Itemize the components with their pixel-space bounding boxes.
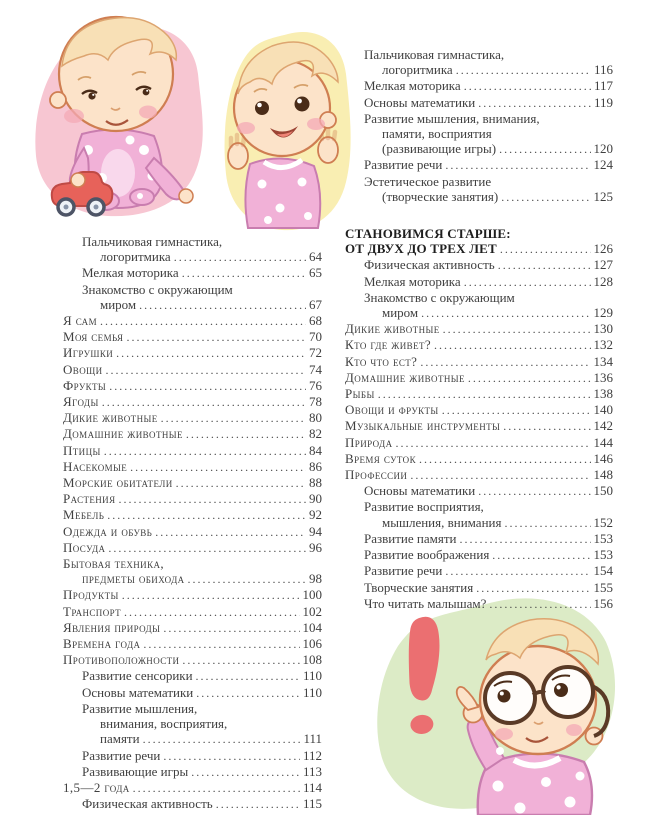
toc-entry-label: Развитие сенсорики: [82, 668, 193, 684]
toc-entry-label: предметы обихода: [82, 571, 185, 587]
toc-entry-label: Мелкая моторика: [364, 273, 461, 289]
toc-leader-dots: [196, 668, 300, 684]
toc-entry-line: [345, 547, 613, 563]
toc-entry-label: Посуда: [63, 539, 106, 555]
toc-entry-page: 119: [593, 94, 613, 110]
toc-entry-line: [345, 257, 613, 273]
toc-entry-label: Морские обитатели: [63, 475, 173, 491]
toc-entry-line: [63, 475, 322, 491]
toc-entry-line: [63, 571, 322, 587]
toc-entry-line: [345, 174, 613, 189]
toc-entry-page: 108: [302, 652, 322, 668]
toc-leader-dots: [419, 451, 591, 467]
toc-entry-label: СТАНОВИМСЯ СТАРШЕ:: [345, 226, 511, 242]
toc-entry-line: [63, 796, 322, 812]
toc-entry-page: 70: [309, 329, 322, 345]
toc-leader-dots: [492, 547, 590, 563]
toc-entry-line: [63, 731, 322, 747]
toc-entry-label: Природа: [345, 434, 393, 450]
toc-entry-page: 154: [593, 563, 613, 579]
toc-entry-label: Знакомство с окружающим: [82, 281, 233, 297]
toc-entry-label: Одежда и обувь: [63, 523, 153, 539]
toc-leader-dots: [163, 748, 300, 764]
toc-leader-dots: [116, 345, 306, 361]
toc-entry-page: 136: [593, 369, 613, 385]
toc-entry-page: 84: [309, 442, 322, 458]
toc-leader-dots: [100, 313, 306, 329]
toc-entry-page: 68: [309, 313, 322, 329]
toc-entry-page: 117: [593, 78, 613, 94]
toc-entry-label: Развитие речи: [82, 747, 161, 763]
toc-entry-page: 142: [593, 418, 613, 434]
toc-entry-line: [345, 321, 613, 337]
toc-entry-label: Пальчиковая гимнастика,: [364, 47, 505, 62]
toc-entry-label: Время суток: [345, 450, 416, 466]
toc-leader-dots: [107, 507, 306, 523]
toc-entry-page: 90: [309, 491, 322, 507]
toc-entry-page: 110: [302, 668, 322, 684]
toc-entry-line: [63, 426, 322, 442]
toc-leader-dots: [126, 329, 306, 345]
toc-entry-page: 124: [593, 157, 613, 173]
toc-leader-dots: [109, 378, 306, 394]
toc-leader-dots: [161, 410, 306, 426]
toc-entry-label: Физическая активность: [364, 257, 495, 273]
toc-entry-label: Бытовая техника,: [63, 556, 165, 572]
toc-entry-line: [63, 491, 322, 507]
toc-entry-label: Развитие памяти: [364, 530, 457, 546]
toc-entry-line: [345, 531, 613, 547]
toc-entry-page: 80: [309, 410, 322, 426]
toc-leader-dots: [155, 524, 306, 540]
toc-entry-line: [345, 111, 613, 126]
toc-leader-dots: [191, 764, 300, 780]
toc-leader-dots: [464, 274, 591, 290]
baby-ear: [50, 92, 66, 108]
toc-entry-page: 104: [302, 619, 322, 635]
toc-entry-line: [63, 604, 322, 620]
toc-entry-line: [63, 443, 322, 459]
toc-entry-label: миром: [382, 305, 419, 321]
toc-leader-dots: [163, 620, 299, 636]
toc-entry-line: [345, 141, 613, 157]
toc-leader-dots: [443, 321, 591, 337]
baby-head: [50, 17, 176, 131]
toc-entry-line: [63, 282, 322, 297]
toc-entry-page: 152: [593, 514, 613, 530]
toc-leader-dots: [133, 780, 300, 796]
toc-entry-page: 67: [309, 296, 322, 312]
toc-entry-line: [345, 126, 613, 141]
toc-entry-page: 150: [593, 483, 613, 499]
toc-entry-line: [63, 329, 322, 345]
toc-entry-label: Насекомые: [63, 458, 128, 474]
toc-entry-line: [345, 402, 613, 418]
toc-entry-label: Моя семья: [63, 329, 124, 345]
toc-entry-line: [63, 587, 322, 603]
toc-entry-label: Овощи: [63, 361, 103, 377]
toc-entry-label: (творческие занятия): [382, 188, 499, 204]
toc-entry-page: 106: [302, 636, 322, 652]
toc-entry-line: [63, 716, 322, 731]
toc-entry-line: [345, 305, 613, 321]
toc-leader-dots: [378, 386, 591, 402]
toc-entry-line: [63, 394, 322, 410]
toc-entry-label: Основы математики: [82, 684, 194, 700]
toc-entry-page: 111: [303, 731, 322, 747]
toc-entry-line: [63, 249, 322, 265]
toc-entry-label: Мелкая моторика: [82, 265, 179, 281]
toc-entry-page: 65: [309, 265, 322, 281]
toc-entry-line: [63, 507, 322, 523]
toc-entry-page: 125: [593, 188, 613, 204]
toc-entry-line: [345, 354, 613, 370]
toc-entry-line: [63, 234, 322, 249]
toc-entry-label: Эстетическое развитие: [364, 173, 492, 189]
toc-entry-label: Овощи и фрукты: [345, 402, 439, 418]
toc-entry-line: [345, 78, 613, 94]
toc-entry-page: 96: [309, 539, 322, 555]
toc-entry-page: 153: [593, 547, 613, 563]
baby-hand: [71, 173, 85, 187]
toc-entry-page: 126: [593, 241, 613, 257]
toc-entry-label: Растения: [63, 491, 116, 507]
toc-leader-dots: [102, 394, 306, 410]
toc-entry-page: 120: [593, 141, 613, 157]
toc-entry-line: [345, 580, 613, 596]
toc-entry-label: мышления, внимания: [382, 514, 502, 530]
toc-entry-line: [345, 386, 613, 402]
toc-entry-line: [345, 157, 613, 173]
toc-entry-label: Транспорт: [63, 603, 122, 619]
toc-entry-line: [345, 95, 613, 111]
toc-entry-line: [63, 313, 322, 329]
toc-leader-dots: [186, 426, 306, 442]
toc-entry-label: Мелкая моторика: [364, 78, 461, 94]
toc-entry-page: 86: [309, 458, 322, 474]
toc-entry-page: 64: [309, 249, 322, 265]
toc-entry-label: памяти, восприятия: [382, 126, 492, 142]
toc-entry-page: 155: [593, 579, 613, 595]
toc-section-header-line: [345, 226, 613, 241]
toc-entry-label: Знакомство с окружающим: [364, 289, 515, 305]
toc-entry-label: Развитие восприятия,: [364, 499, 484, 515]
toc-entry-page: 74: [309, 361, 322, 377]
toc-entry-page: 138: [593, 386, 613, 402]
toc-entry-label: Домашние животные: [345, 369, 465, 385]
toc-leader-dots: [143, 731, 301, 747]
toc-entry-line: [63, 265, 322, 281]
toc-entry-line: [345, 274, 613, 290]
toc-entry-line: [63, 652, 322, 668]
toc-leader-dots: [105, 362, 306, 378]
toc-entry-label: Продукты: [63, 587, 119, 603]
baby-with-toy-car-icon: [26, 8, 233, 228]
toc-entry-page: 112: [302, 747, 322, 763]
toc-entry-line: [345, 290, 613, 305]
toc-entry-line: [63, 524, 322, 540]
toc-leader-dots: [442, 402, 591, 418]
toc-entry-page: 132: [593, 337, 613, 353]
toc-entry-label: Творческие занятия: [364, 579, 474, 595]
toc-entry-page: 115: [302, 796, 322, 812]
toc-entry-label: ОТ ДВУХ ДО ТРЕХ ЛЕТ: [345, 241, 497, 257]
toc-entry-line: [63, 540, 322, 556]
toc-entry-label: Развитие мышления,: [82, 700, 198, 716]
toc-leader-dots: [468, 370, 591, 386]
toc-leader-dots: [500, 241, 591, 257]
toc-section-header-line: [345, 241, 613, 257]
toc-leader-dots: [456, 62, 591, 78]
baby-body: [245, 158, 320, 228]
toc-entry-label: 1,5—2 года: [63, 779, 130, 795]
toc-entry-line: [63, 668, 322, 684]
illustration-baby-with-toy-car: [26, 8, 233, 228]
toc-entry-label: Ягоды: [63, 394, 99, 410]
toc-leader-dots: [130, 459, 306, 475]
toc-entry-label: Дикие животные: [345, 321, 440, 337]
toc-entry-line: [63, 685, 322, 701]
toc-entry-line: [63, 764, 322, 780]
toc-entry-line: [345, 467, 613, 483]
toc-entry-page: 110: [302, 684, 322, 700]
toc-leader-dots: [478, 483, 590, 499]
toc-entry-page: 76: [309, 377, 322, 393]
toc-leader-dots: [196, 685, 300, 701]
toc-leader-dots: [174, 249, 306, 265]
toc-leader-dots: [108, 540, 306, 556]
toc-entry-label: Развивающие игры: [82, 763, 189, 779]
toc-entry-label: Развитие речи: [364, 157, 443, 173]
toc-leader-dots: [118, 491, 306, 507]
toc-entry-page: 127: [593, 257, 613, 273]
toc-entry-line: [345, 515, 613, 531]
toc-entry-page: 116: [593, 62, 613, 78]
toc-entry-line: [345, 337, 613, 353]
toc-leader-dots: [445, 157, 590, 173]
toc-entry-line: [63, 362, 322, 378]
toc-leader-dots: [504, 515, 590, 531]
toc-leader-dots: [503, 418, 590, 434]
toc-leader-dots: [421, 305, 590, 321]
toc-entry-page: 114: [302, 779, 322, 795]
toc-entry-label: Основы математики: [364, 483, 476, 499]
toc-entry-page: 146: [593, 450, 613, 466]
toc-entry-page: 92: [309, 507, 322, 523]
toc-entry-line: [345, 418, 613, 434]
toc-entry-label: Рыбы: [345, 386, 375, 402]
toc-entry-line: [345, 596, 613, 612]
toc-entry-line: [63, 620, 322, 636]
toc-entry-line: [345, 499, 613, 514]
toc-entry-label: Противоположности: [63, 652, 180, 668]
toc-entry-label: Развитие речи: [364, 563, 443, 579]
toc-entry-label: логоритмика: [382, 62, 453, 78]
toc-entry-line: [345, 563, 613, 579]
illustration-waving-baby: [214, 22, 362, 238]
toc-entry-label: внимания, восприятия,: [100, 716, 228, 732]
toc-entry-page: 153: [593, 530, 613, 546]
toc-entry-label: (развивающие игры): [382, 141, 497, 157]
toc-entry-page: 148: [593, 467, 613, 483]
toc-leader-dots: [489, 596, 590, 612]
toc-leader-dots: [182, 652, 299, 668]
toc-leader-dots: [445, 563, 590, 579]
toc-entry-line: [63, 556, 322, 571]
toc-entry-line: [63, 748, 322, 764]
toc-leader-dots: [176, 475, 306, 491]
toc-entry-page: 156: [593, 595, 613, 611]
toc-entry-line: [63, 378, 322, 394]
toc-entry-line: [345, 370, 613, 386]
toc-entry-line: [63, 459, 322, 475]
toc-entry-page: 140: [593, 402, 613, 418]
waving-baby-icon: [214, 22, 362, 238]
toc-leader-dots: [420, 354, 590, 370]
pointing-baby-icon: [368, 588, 620, 815]
toc-entry-label: Музыкальные инструменты: [345, 418, 501, 434]
toc-entry-label: Что читать малышам?: [364, 595, 487, 611]
toc-entry-line: [345, 435, 613, 451]
toc-entry-page: 128: [593, 273, 613, 289]
toc-entry-page: 134: [593, 353, 613, 369]
toc-entry-page: 102: [302, 603, 322, 619]
toc-entry-page: 88: [309, 475, 322, 491]
toc-entry-page: 94: [309, 523, 322, 539]
toc-leader-dots: [459, 531, 590, 547]
toc-entry-line: [345, 47, 613, 62]
toc-entry-label: Кто где живет?: [345, 337, 432, 353]
toc-entry-page: 82: [309, 426, 322, 442]
toc-entry-line: [63, 701, 322, 716]
toc-entry-label: Кто что ест?: [345, 353, 418, 369]
toc-entry-line: [345, 451, 613, 467]
toc-entry-page: 113: [302, 763, 322, 779]
toc-entry-line: [63, 345, 322, 361]
toc-leader-dots: [396, 435, 591, 451]
toc-entry-page: 78: [309, 394, 322, 410]
toc-entry-label: логоритмика: [100, 249, 171, 265]
toc-entry-line: [63, 636, 322, 652]
toc-leader-dots: [501, 189, 590, 205]
toc-leader-dots: [124, 604, 299, 620]
toc-leader-dots: [182, 265, 306, 281]
toc-entry-line: [345, 483, 613, 499]
toc-entry-label: Пальчиковая гимнастика,: [82, 234, 223, 249]
toc-entry-label: Основы математики: [364, 94, 476, 110]
toc-leader-dots: [434, 337, 590, 353]
toc-entry-page: 98: [309, 571, 322, 587]
toc-entry-label: памяти: [100, 731, 140, 747]
toc-leader-dots: [410, 467, 590, 483]
toc-leader-dots: [104, 443, 306, 459]
toc-entry-line: [63, 780, 322, 796]
toc-leader-dots: [216, 796, 300, 812]
toc-entry-label: Времена года: [63, 636, 141, 652]
toc-entry-label: Я сам: [63, 313, 97, 329]
toc-leader-dots: [143, 636, 299, 652]
toc-entry-page: 144: [593, 434, 613, 450]
toc-entry-line: [63, 297, 322, 313]
toc-leader-dots: [498, 257, 591, 273]
toc-entry-line: [345, 62, 613, 78]
toc-entry-line: [345, 189, 613, 205]
toc-entry-label: Домашние животные: [63, 426, 183, 442]
toc-entry-label: Явления природы: [63, 619, 161, 635]
toc-entry-label: Развитие воображения: [364, 547, 490, 563]
toc-entry-label: миром: [100, 296, 137, 312]
toc-entry-line: [63, 410, 322, 426]
toc-entry-page: 72: [309, 345, 322, 361]
toc-leader-dots: [122, 587, 300, 603]
toc-leader-dots: [139, 297, 306, 313]
toc-entry-label: Фрукты: [63, 377, 107, 393]
toc-leader-dots: [476, 580, 590, 596]
illustration-baby-with-glasses: [368, 588, 620, 815]
toc-right-column: [345, 47, 613, 612]
toc-entry-label: Дикие животные: [63, 410, 158, 426]
toc-entry-label: Игрушки: [63, 345, 114, 361]
toc-leader-dots: [188, 571, 306, 587]
toc-left-column: [63, 234, 322, 812]
toc-entry-label: Птицы: [63, 442, 101, 458]
toc-entry-page: 100: [302, 587, 322, 603]
toc-entry-label: Профессии: [345, 467, 408, 483]
toc-leader-dots: [464, 78, 591, 94]
toc-leader-dots: [499, 141, 590, 157]
toc-entry-label: Развитие мышления, внимания,: [364, 110, 540, 126]
toc-leader-dots: [478, 95, 591, 111]
toc-entry-page: 130: [593, 321, 613, 337]
toc-entry-label: Физическая активность: [82, 796, 213, 812]
toc-entry-label: Мебель: [63, 507, 105, 523]
toc-entry-page: 129: [593, 305, 613, 321]
